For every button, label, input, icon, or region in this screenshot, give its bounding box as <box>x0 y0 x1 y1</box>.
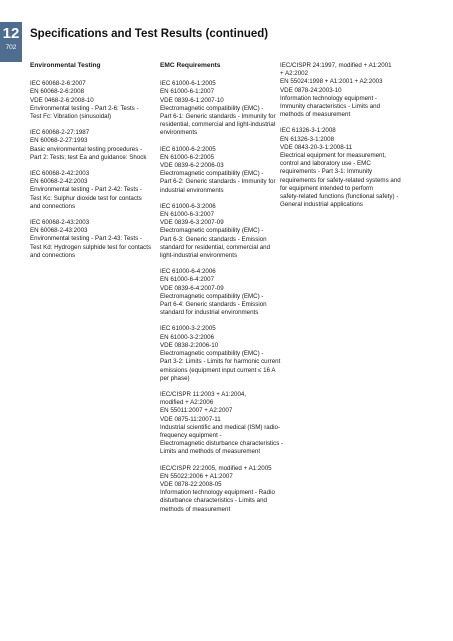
entry-line: Part 6-3: Generic standards - Emission <box>160 235 267 243</box>
entry-line: frequency equipment - <box>160 431 222 439</box>
entry-line: IEC 60068-2-27:1987 <box>30 129 90 137</box>
entry-line: VDE 0468-2-6:2008-10 <box>30 96 94 104</box>
entry-line: per phase) <box>160 374 190 382</box>
page-title: Specifications and Test Results (continued) <box>30 28 269 40</box>
entry-line: EN 60068-2-42:2003 <box>30 178 88 186</box>
entry-line: Electromagnetic compatibility (EMC) - <box>160 227 264 235</box>
standard-entry <box>30 170 158 211</box>
column-emc-requirements <box>160 62 285 522</box>
entry-line: requirements - Part 3-1: Immunity <box>280 168 373 176</box>
entry-line: Information technology equipment - <box>280 94 377 102</box>
entry-line: residential, commercial and light-industrial <box>160 121 276 129</box>
entry-line: EN 61000-6-3:2007 <box>160 211 215 219</box>
chapter-tab <box>0 22 22 62</box>
entry-line: standard for industrial environments <box>160 309 259 317</box>
entry-line: EN 60068-2-43:2003 <box>30 227 88 235</box>
entry-line: Environmental testing - Part 2-43: Tests - <box>30 235 142 243</box>
entry-line: IEC/CISPR 24:1997, modified + A1:2001 <box>280 62 392 69</box>
entry-line: Part 2: Tests; test Ea and guidance: Shock <box>30 153 147 161</box>
entry-line: EN 55024:1998 + A1:2001 + A2:2003 <box>280 78 383 86</box>
entry-line: and connections <box>30 202 76 210</box>
entry-line: IEC 61000-6-2:2005 <box>160 145 216 153</box>
entry-line: safety-related functions (functional safety) - <box>280 193 399 201</box>
entry-line: EN 55011:2007 + A2:2007 <box>160 407 233 415</box>
entry-line: Electrical equipment for measurement, <box>280 152 386 160</box>
entry-line: requirements for safety-related systems and <box>280 176 401 184</box>
standard-entry <box>160 146 285 195</box>
entry-line: EN 61000-6-1:2007 <box>160 88 215 96</box>
entry-line: Test Kd: Hydrogen sulphide test for contacts <box>30 243 152 251</box>
entry-line: environments <box>160 129 198 137</box>
column-emc-continued <box>280 62 420 217</box>
entry-line: EN 61326-3-1:2008 <box>280 135 335 143</box>
entry-line: Electromagnetic compatibility (EMC) - <box>160 292 264 300</box>
entry-line: Limits and methods of measurement <box>160 448 261 456</box>
entry-line: Part 6-2: Generic standards - Immunity for <box>160 178 276 186</box>
entry-line: EN 61000-6-2:2005 <box>160 153 215 161</box>
standard-entry <box>160 203 285 260</box>
entry-line: EN 61000-6-4:2007 <box>160 276 215 284</box>
standard-entry <box>160 465 285 514</box>
entry-line: Electromagnetic compatibility (EMC) - <box>160 170 264 178</box>
entry-line: Part 6-4: Generic standards - Emission <box>160 301 267 309</box>
entry-line: VDE 0875-11:2007-11 <box>160 415 221 423</box>
entry-line: IEC/CISPR 11:2003 + A1:2004, <box>160 390 247 398</box>
entry-line: Electromagnetic disturbance characteristics - <box>160 440 284 448</box>
standard-entry <box>280 62 420 119</box>
entry-line: EN 55022:2006 + A1:2007 <box>160 472 233 480</box>
standard-entry <box>160 391 285 457</box>
standard-entry <box>30 219 158 260</box>
entry-line: Basic environmental testing procedures - <box>30 145 143 153</box>
column-heading: Environmental Testing <box>30 62 101 69</box>
entry-line: methods of measurement <box>280 111 351 119</box>
entry-line: EN 60068-2-27:1993 <box>30 137 88 145</box>
entry-line: Immunity characteristics - Limits and <box>280 103 381 111</box>
entry-line: IEC 61000-6-1:2005 <box>160 80 216 88</box>
page-number: 702 <box>5 44 17 51</box>
entry-line: EN 60068-2-6:2008 <box>30 88 85 96</box>
standard-entry <box>160 80 285 137</box>
entry-line: VDE 0839-6-4:2007-09 <box>160 284 224 292</box>
entry-line: Industrial scientific and medical (ISM) radio- <box>160 423 281 431</box>
entry-line: industrial environments <box>160 186 224 194</box>
entry-line: General industrial applications <box>280 201 363 209</box>
standard-entry <box>30 80 158 121</box>
entry-line: VDE 0843-20-3-1:2008-11 <box>280 143 353 151</box>
entry-line: emissions (equipment input current ≤ 16 A <box>160 366 276 374</box>
column-heading: EMC Requirements <box>160 62 221 69</box>
standard-entry <box>280 127 420 209</box>
entry-line: light-industrial environments <box>160 252 238 260</box>
entry-line: VDE 0838-2:2006-10 <box>160 341 219 349</box>
chapter-number: 12 <box>2 25 20 42</box>
standard-entry <box>160 325 285 382</box>
entry-line: and connections <box>30 251 76 259</box>
entry-line: IEC 60068-2-6:2007 <box>30 80 86 88</box>
standard-entry <box>30 129 158 162</box>
entry-line: control and laboratory use - EMC <box>280 160 371 168</box>
entry-line: VDE 0878-22:2008-05 <box>160 480 222 488</box>
entry-line: Electromagnetic compatibility (EMC) - <box>160 350 264 358</box>
entry-line: for equipment intended to perform <box>280 184 374 192</box>
entry-line: Electromagnetic compatibility (EMC) - <box>160 104 264 112</box>
entry-line: IEC 60068-2-43:2003 <box>30 219 90 227</box>
entry-line: + A2:2002 <box>280 70 309 78</box>
entry-line: disturbance characteristics - Limits and <box>160 497 267 505</box>
entry-line: Part 3-2: Limits - Limits for harmonic current <box>160 358 281 366</box>
entry-line: VDE 0839-6-1:2007-10 <box>160 96 224 104</box>
entry-line: modified + A2:2006 <box>160 399 214 407</box>
entry-line: standard for residential, commercial and <box>160 243 271 251</box>
entry-line: IEC 61000-3-2:2005 <box>160 325 216 333</box>
entry-line: methods of measurement <box>160 505 231 513</box>
entry-line: VDE 0839-6-2:2006-03 <box>160 162 224 170</box>
entry-line: Information technology equipment - Radio <box>160 489 275 497</box>
column-environmental-testing <box>30 62 158 268</box>
entry-line: IEC 61326-3-1:2008 <box>280 127 336 135</box>
entry-line: Environmental testing - Part 2-6: Tests - <box>30 104 139 112</box>
entry-line: IEC 61000-6-4:2006 <box>160 268 216 276</box>
entry-line: Test Kc: Sulphur dioxide test for contacts <box>30 194 142 202</box>
entry-line: IEC 61000-6-3:2006 <box>160 202 216 210</box>
entry-line: VDE 0839-6-3:2007-09 <box>160 219 224 227</box>
entry-line: Test Fc: Vibration (sinusoidal) <box>30 113 112 121</box>
entry-line: VDE 0878-24:2003-10 <box>280 86 342 94</box>
entry-line: EN 61000-3-2:2006 <box>160 333 215 341</box>
entry-line: IEC 60068-2-42:2003 <box>30 170 90 178</box>
standard-entry <box>160 268 285 317</box>
entry-line: Part 6-1: Generic standards - Immunity for <box>160 113 276 121</box>
entry-line: IEC/CISPR 22:2005, modified + A1:2005 <box>160 464 272 472</box>
entry-line: Environmental testing - Part 2-42: Tests - <box>30 186 142 194</box>
